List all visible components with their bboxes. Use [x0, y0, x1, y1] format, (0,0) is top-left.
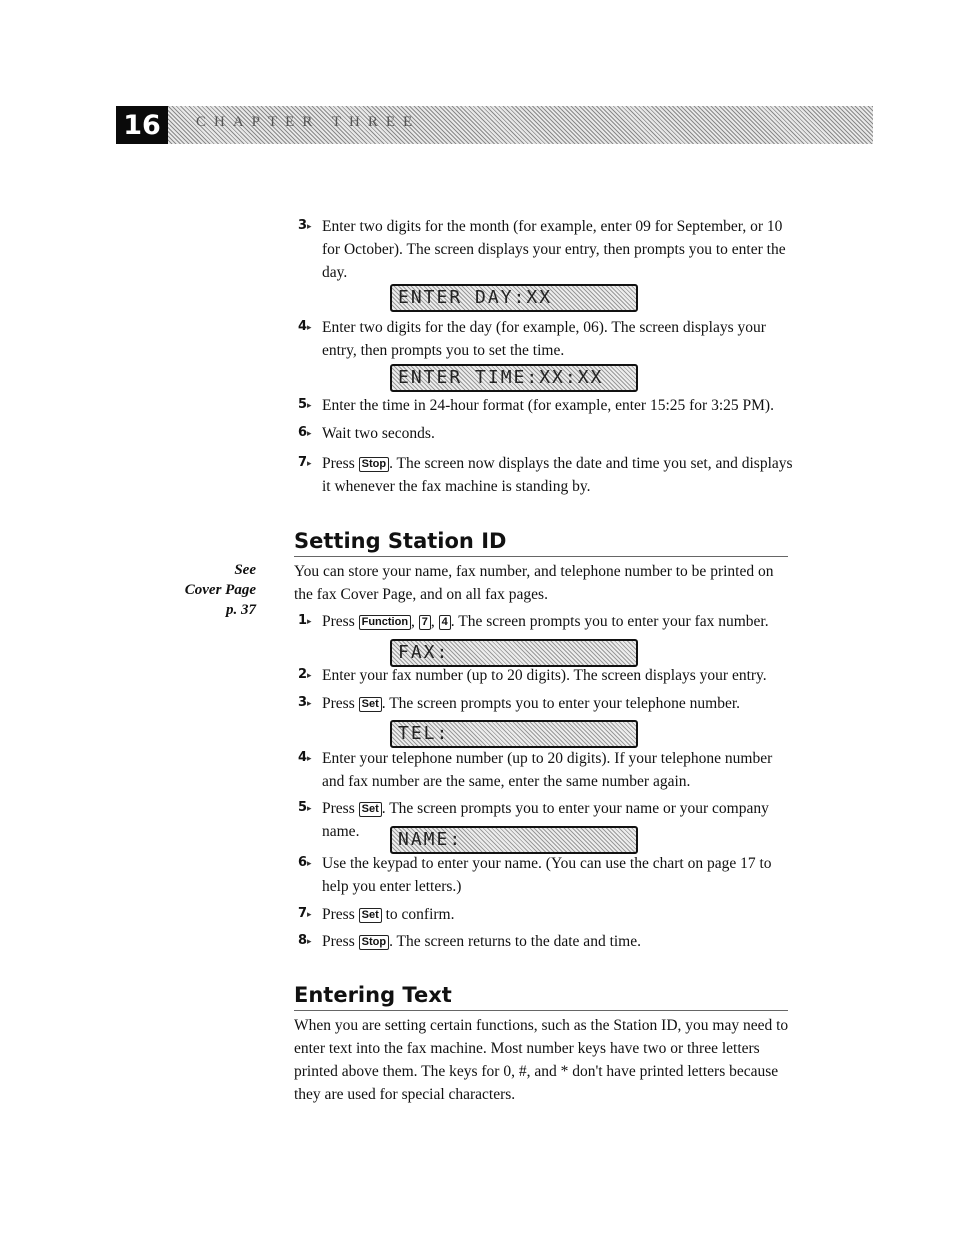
station-step-6	[298, 852, 798, 898]
step-text: Use the keypad to enter your name. (You can use the chart on page 17 to help you enter letters.)	[322, 855, 772, 895]
station-step-8	[298, 930, 798, 953]
lcd-enter-day: ENTER DAY:XX	[390, 284, 638, 312]
step-marker: 5 ▸	[298, 397, 318, 413]
step-text: Enter your fax number (up to 20 digits). The screen displays your entry.	[322, 667, 767, 684]
stop-key: Stop	[359, 935, 389, 950]
key-7: 7	[419, 615, 431, 630]
set-key: Set	[359, 802, 382, 817]
step-7-stop	[298, 452, 798, 498]
station-step-3	[298, 692, 798, 715]
step-text: Press Function , 7 , 4 . The screen prompts you to enter your fax number.	[322, 613, 769, 630]
chapter-title: CHAPTER THREE	[196, 114, 421, 130]
stop-key: Stop	[359, 457, 389, 472]
function-key: Function	[359, 615, 411, 630]
step-text: Press Stop . The screen now displays the date and time you set, and displays it whenever the fax machine is standing by.	[322, 455, 793, 495]
step-marker: 7 ▸	[298, 455, 318, 471]
lcd-enter-time: ENTER TIME:XX:XX	[390, 364, 638, 392]
entering-text-body: When you are setting certain functions, such as the Station ID, you may need to enter text into the fax machine. Most number keys have two or three letters printed above them. The keys for 0, #, and * don't have printed letters because they are used for special characters.	[294, 1017, 789, 1103]
lcd-name: NAME:	[390, 826, 638, 854]
step-text: Press Set . The screen prompts you to enter your telephone number.	[322, 695, 741, 712]
step-text: Enter two digits for the month (for example, enter 09 for September, or 10 for October). The screen displays your entry, then prompts you to enter the day.	[322, 218, 786, 281]
step-marker: 4 ▸	[298, 750, 318, 766]
step-marker: 6 ▸	[298, 855, 318, 871]
step-marker: 3 ▸	[298, 695, 318, 711]
set-key: Set	[359, 908, 382, 923]
step-text: Press Stop . The screen returns to the date and time.	[322, 933, 641, 950]
step-marker: 5 ▸	[298, 800, 318, 816]
step-text: Enter two digits for the day (for example, 06). The screen displays your entry, then prompts you to set the time.	[322, 319, 766, 359]
station-step-2	[298, 664, 798, 687]
lcd-fax: FAX:	[390, 639, 638, 667]
step-marker: 4 ▸	[298, 319, 318, 335]
step-3-month	[298, 215, 798, 284]
step-marker: 6 ▸	[298, 425, 318, 441]
key-4: 4	[439, 615, 451, 630]
station-id-intro: You can store your name, fax number, and telephone number to be printed on the fax Cover Page, and on all fax pages.	[294, 563, 774, 603]
station-step-7	[298, 903, 798, 926]
step-marker: 2 ▸	[298, 667, 318, 683]
step-4-day	[298, 316, 798, 362]
page-number: 16	[116, 106, 168, 144]
lcd-tel: TEL:	[390, 720, 638, 748]
step-5-time	[298, 394, 798, 417]
station-step-1	[298, 610, 798, 633]
step-marker: 1 ▸	[298, 613, 318, 629]
set-key: Set	[359, 697, 382, 712]
station-step-4	[298, 747, 798, 793]
step-text: Press Set . The screen prompts you to enter your name or your company name.	[322, 800, 769, 840]
step-6-wait	[298, 422, 798, 445]
step-marker: 8 ▸	[298, 933, 318, 949]
step-text: Enter the time in 24-hour format (for example, enter 15:25 for 3:25 PM).	[322, 397, 774, 414]
step-text: Wait two seconds.	[322, 425, 435, 442]
step-text: Press Set to confirm.	[322, 906, 455, 923]
step-text: Enter your telephone number (up to 20 digits). If your telephone number and fax number are the same, enter the same number again.	[322, 750, 773, 790]
sidenote-cover-page: See Cover Page p. 37	[184, 562, 256, 618]
step-marker: 3 ▸	[298, 218, 318, 234]
section-heading-station-id: Setting Station ID	[294, 526, 788, 557]
section-heading-entering-text: Entering Text	[294, 980, 788, 1011]
step-marker: 7 ▸	[298, 906, 318, 922]
